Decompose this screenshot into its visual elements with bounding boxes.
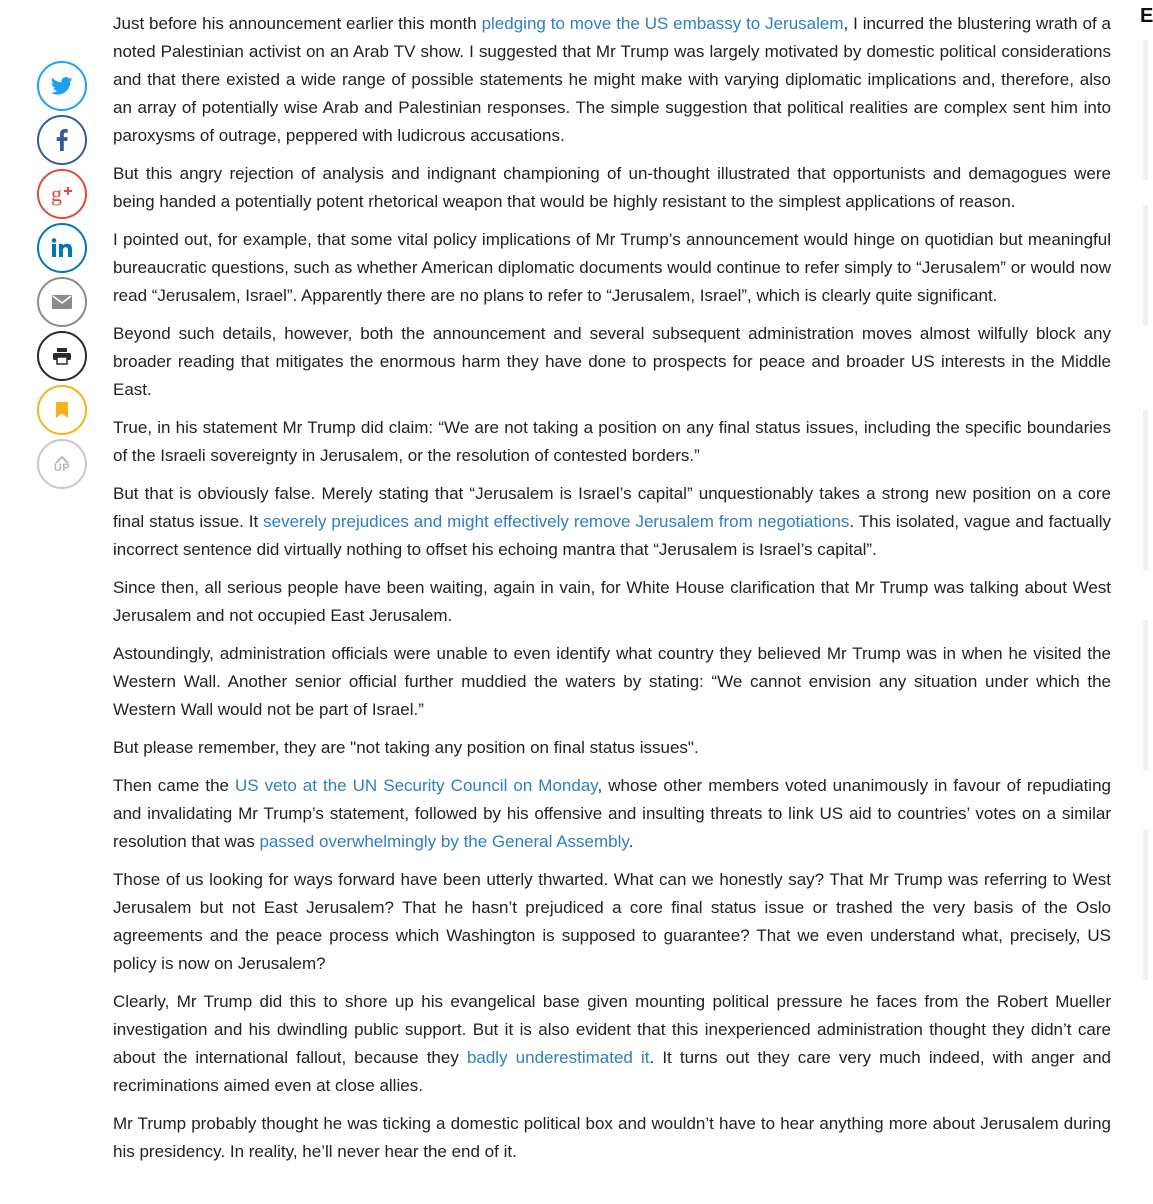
article-paragraph: Mr Trump probably thought he was ticking a domestic political box and wouldn’t have to hear anything more about Jerusalem during his presidency. In reality, he’ll never hear the end of it. [113, 1114, 1111, 1161]
sidebar-card [1143, 620, 1148, 770]
underestimated-link[interactable]: badly underestimated it [466, 1048, 650, 1067]
sidebar-card [1143, 205, 1148, 325]
facebook-share-button[interactable] [37, 115, 87, 165]
linkedin-share-button[interactable] [37, 223, 87, 273]
bookmark-icon [56, 402, 68, 418]
paragraph-text: . This isolated, vague and factually incorrect sentence did virtually nothing to offset his echoing mantra that “Jerusalem is Israel’s capital”. [113, 512, 1111, 559]
embassy-link[interactable]: pledging to move the US embassy to Jerusalem [481, 14, 844, 33]
paragraph-text: , whose other members voted unanimously in favour of repudiating and invalidating Mr Trump’s statement, followed by his offensive and insulting threats to link US aid to countries’ votes on a similar resolution that was [113, 776, 1111, 851]
paragraph-text: , I incurred the blustering wrath of a noted Palestinian activist on an Arab TV show. I suggested that Mr Trump was largely motivated by domestic political considerations and that there existed a wide range of possible statements he might make with varying diplomatic implications and, therefore, also an array of potentially wise Arab and Palestinian responses. The simple suggestion that political realities are complex sent him into paroxysms of outrage, peppered with ludicrous accusations. [113, 14, 1111, 145]
article-paragraph: But please remember, they are "not taking any position on final status issues". [113, 738, 699, 757]
email-icon [52, 295, 72, 309]
back-to-top-button[interactable] [37, 439, 87, 489]
right-sidebar-edge [1140, 0, 1153, 1204]
us-veto-link[interactable]: US veto at the UN Security Council on Monday [235, 776, 598, 795]
article-paragraph [113, 772, 1111, 856]
article-paragraph: But this angry rejection of analysis and indignant championing of un-thought illustrated that opportunists and demagogues were being handed a potentially potent rhetorical weapon that would be highly resistant to the simplest applications of reason. [113, 164, 1111, 211]
bookmark-button[interactable] [37, 385, 87, 435]
article-paragraph: I pointed out, for example, that some vital policy implications of Mr Trump’s announcement would hinge on quotidian but meaningful bureaucratic questions, such as whether American diplomatic documents would continue to refer simply to “Jerusalem” or would now read “Jerusalem, Israel”. Apparently there are no plans to refer to “Jerusalem, Israel”, which is clearly quite significant. [113, 230, 1111, 305]
paragraph-text: . [628, 832, 634, 851]
article-paragraph: Since then, all serious people have been waiting, again in vain, for White House clarification that Mr Trump was talking about West Jerusalem and not occupied East Jerusalem. [113, 578, 1111, 625]
print-button[interactable] [37, 331, 87, 381]
article-paragraph [113, 10, 1111, 150]
article-paragraph: Those of us looking for ways forward have been utterly thwarted. What can we honestly say? That Mr Trump was referring to West Jerusalem but not East Jerusalem? That he hasn’t prejudiced a core final status issue or trashed the very basis of the Oslo agreements and the peace process which Washington is supposed to guarantee? That we even understand what, precisely, US policy is now on Jerusalem? [113, 870, 1111, 973]
paragraph-text: Just before his announcement earlier this month [113, 14, 482, 33]
sidebar-card [1143, 40, 1148, 180]
negotiations-link[interactable]: severely prejudices and might effectively remove Jerusalem from negotiations [263, 512, 850, 531]
paragraph-text: . It turns out they care very much indeed, with anger and recriminations aimed even at close allies. [113, 1048, 1111, 1095]
article-paragraph: Astoundingly, administration officials were unable to even identify what country they believed Mr Trump was in when he visited the Western Wall. Another senior official further muddied the waters by stating: “We cannot envision any situation under which the Western Wall would not be part of Israel.” [113, 644, 1111, 719]
facebook-icon [56, 129, 68, 151]
google-plus-icon [50, 183, 74, 205]
paragraph-text: But that is obviously false. Merely stating that “Jerusalem is Israel’s capital” unquestionably takes a strong new position on a core final status issue. It [113, 484, 1111, 531]
sidebar-card [1143, 410, 1148, 570]
print-icon [53, 348, 71, 364]
paragraph-text: Clearly, Mr Trump did this to shore up his evangelical base given mounting political pressure he faces from the Robert Mueller investigation and his dwindling public support. But it is also evident that this inexperienced administration thought they didn’t care about the international fallout, because they [113, 992, 1111, 1067]
paragraph-text: Then came the [113, 776, 236, 795]
email-share-button[interactable] [37, 277, 87, 327]
general-assembly-link[interactable]: passed overwhelmingly by the General Assembly [259, 832, 629, 851]
article-paragraph: Beyond such details, however, both the announcement and several subsequent administration moves almost wilfully block any broader reading that mitigates the enormous harm they have done to prospects for peace and broader US interests in the Middle East. [113, 324, 1111, 399]
article-body [113, 10, 1111, 1176]
linkedin-icon [51, 238, 73, 258]
twitter-share-button[interactable] [37, 61, 87, 111]
back-to-top-label: UP [53, 461, 71, 474]
google-plus-share-button[interactable] [37, 169, 87, 219]
share-rail [37, 61, 87, 493]
svg-text:g: g [51, 181, 62, 206]
sidebar-heading-fragment: E [1140, 5, 1153, 27]
article-paragraph: True, in his statement Mr Trump did claim: “We are not taking a position on any final status issues, including the specific boundaries of the Israeli sovereignty in Jerusalem, or the resolution of contested borders.” [113, 418, 1111, 465]
article-paragraph [113, 480, 1111, 564]
article-paragraph [113, 988, 1111, 1100]
twitter-icon [51, 77, 73, 95]
sidebar-card [1143, 830, 1148, 980]
